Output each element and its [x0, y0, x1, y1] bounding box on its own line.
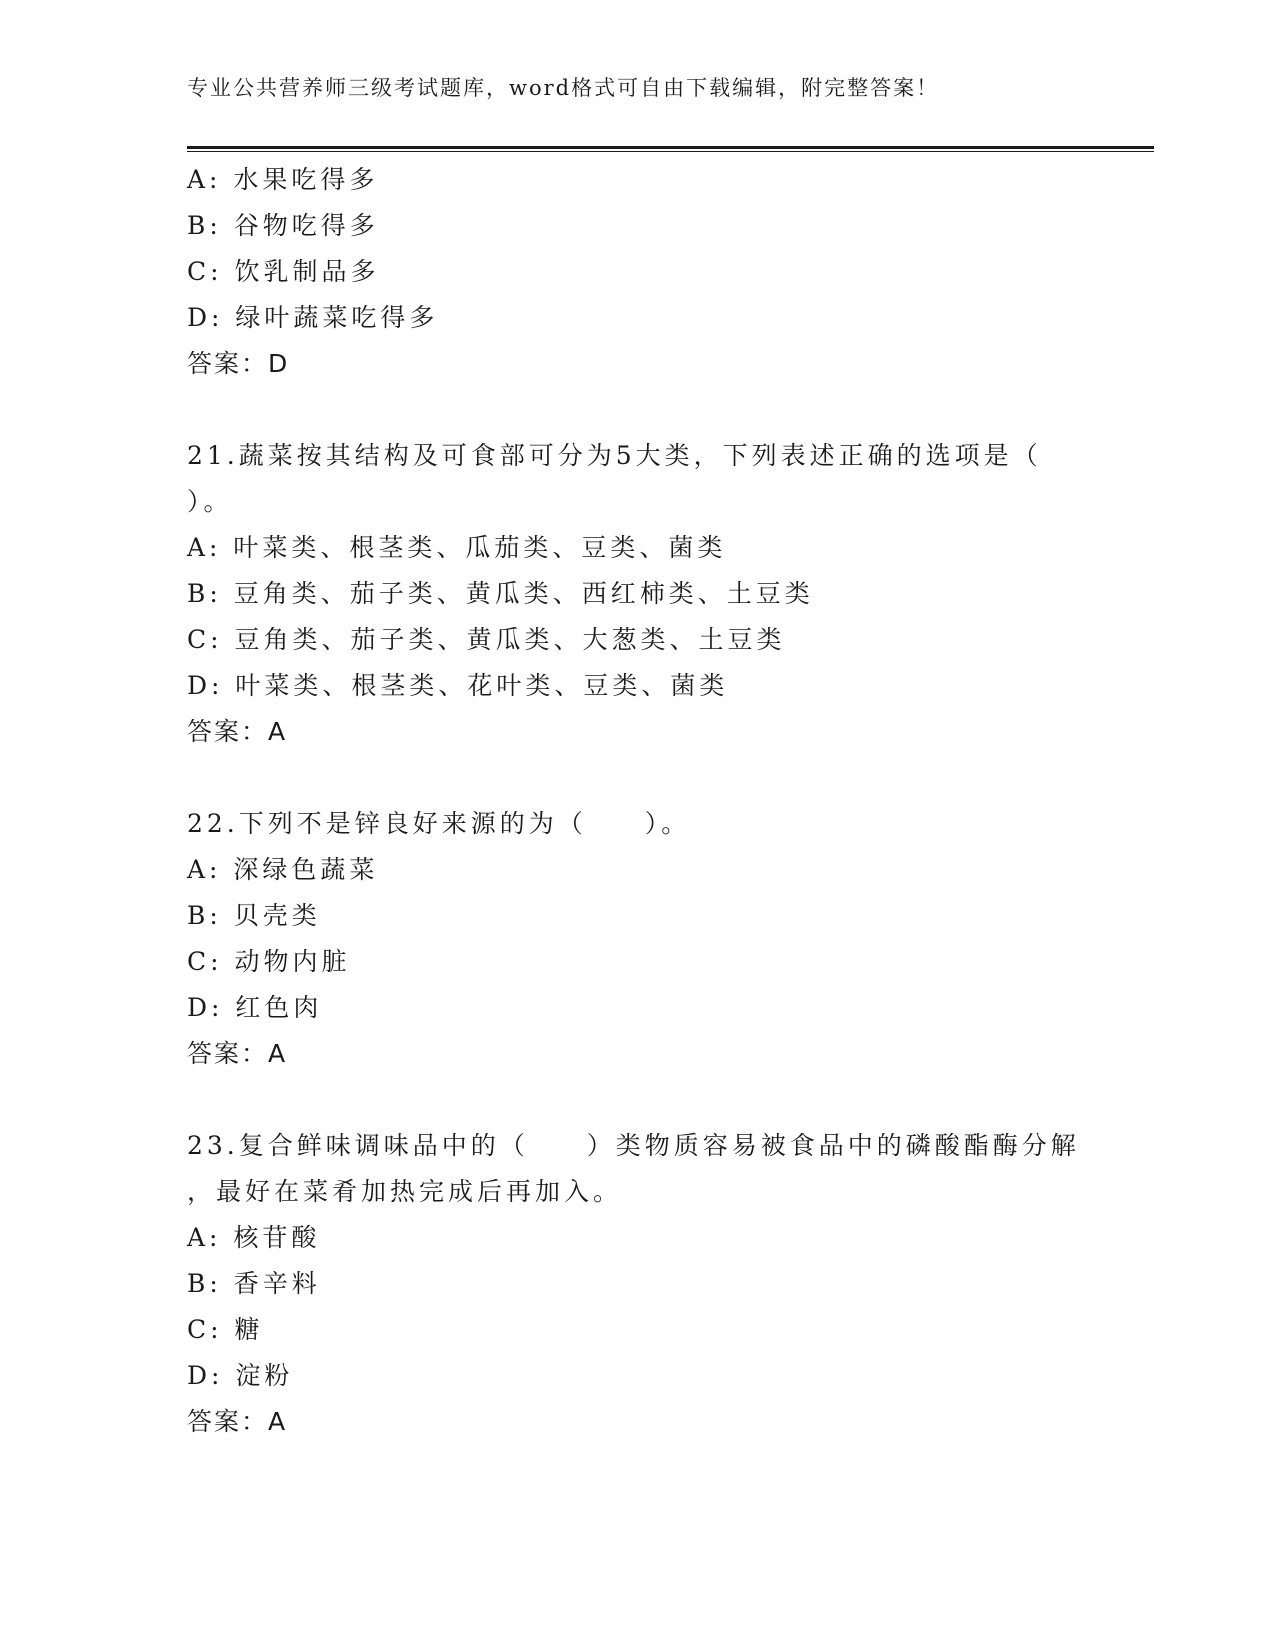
option-b: B: 豆角类、茄子类、黄瓜类、西红柿类、土豆类	[187, 579, 814, 608]
option-c: C: 饮乳制品多	[187, 257, 380, 286]
option-d: D: 叶菜类、根茎类、花叶类、豆类、菌类	[187, 671, 729, 700]
question-continuation	[187, 157, 1087, 387]
answer-line: 答案：D	[187, 349, 290, 378]
header-rule-thin	[187, 151, 1154, 152]
option-b: B: 香辛料	[187, 1269, 321, 1298]
answer-line: 答案：A	[187, 1407, 288, 1436]
option-d: D: 绿叶蔬菜吃得多	[187, 303, 439, 332]
option-b: B: 贝壳类	[187, 901, 321, 930]
answer-line: 答案：A	[187, 717, 288, 746]
question-21	[187, 433, 1087, 755]
spacer	[187, 1077, 1087, 1123]
option-b: B: 谷物吃得多	[187, 211, 379, 240]
question-stem: ）。	[187, 487, 233, 516]
spacer	[187, 387, 1087, 433]
page-header: 专业公共营养师三级考试题库，word格式可自由下载编辑，附完整答案！	[187, 76, 940, 100]
question-stem: 23.复合鲜味调味品中的（ ）类物质容易被食品中的磷酸酯酶分解	[187, 1131, 1080, 1160]
header-rule-thick	[187, 146, 1154, 149]
question-stem: ，最好在菜肴加热完成后再加入。	[187, 1177, 623, 1206]
option-a: A: 水果吃得多	[187, 165, 379, 194]
question-stem: 21.蔬菜按其结构及可食部可分为5大类，下列表述正确的选项是（	[187, 441, 1042, 470]
option-c: C: 动物内脏	[187, 947, 351, 976]
question-content	[187, 157, 1087, 1445]
option-a: A: 核苷酸	[187, 1223, 321, 1252]
spacer	[187, 755, 1087, 801]
option-a: A: 叶菜类、根茎类、瓜茄类、豆类、菌类	[187, 533, 727, 562]
option-c: C: 糖	[187, 1315, 264, 1344]
option-a: A: 深绿色蔬菜	[187, 855, 379, 884]
question-23	[187, 1123, 1087, 1445]
question-22	[187, 801, 1087, 1077]
option-d: D: 淀粉	[187, 1361, 294, 1390]
answer-line: 答案：A	[187, 1039, 288, 1068]
option-c: C: 豆角类、茄子类、黄瓜类、大葱类、土豆类	[187, 625, 786, 654]
option-d: D: 红色肉	[187, 993, 323, 1022]
question-stem: 22.下列不是锌良好来源的为（ ）。	[187, 809, 691, 838]
